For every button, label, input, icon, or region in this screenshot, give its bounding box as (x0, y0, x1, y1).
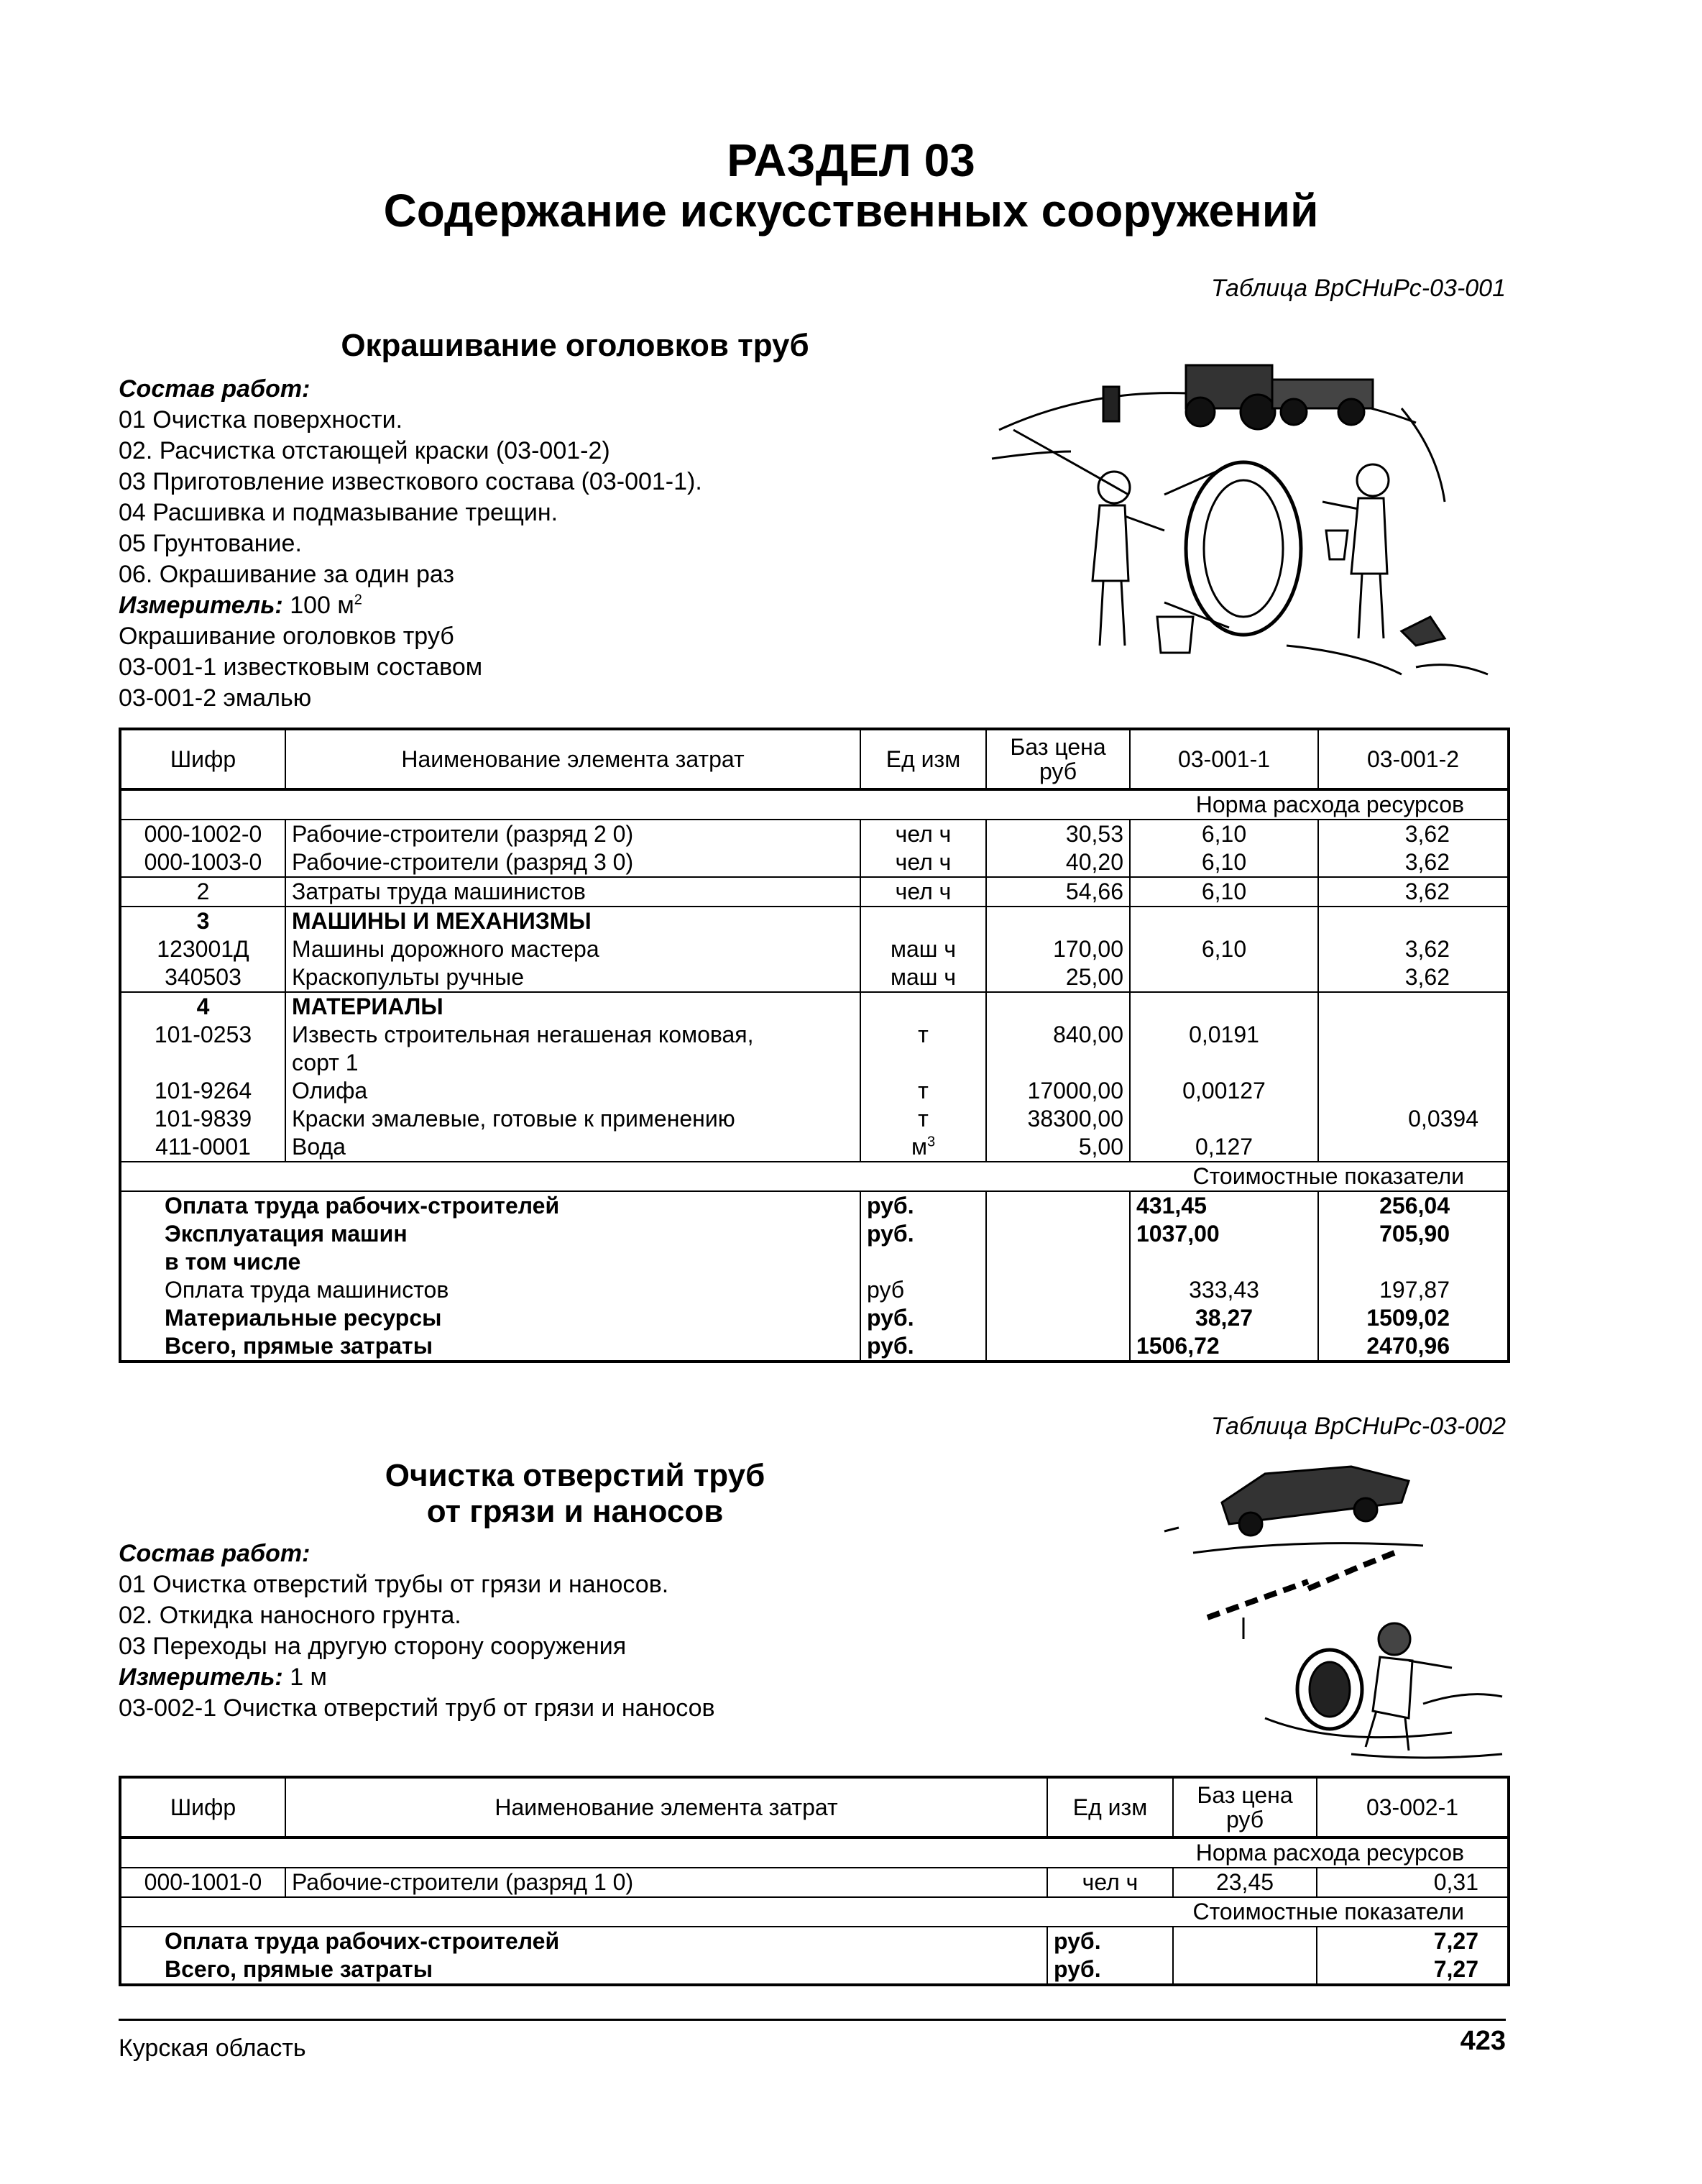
cost-label: Стоимостные показатели (120, 1162, 1509, 1191)
work-item: 03 Приготовление известкового состава (03-001-1). (119, 468, 702, 495)
col-header: 03-001-2 (1318, 729, 1509, 789)
cell-code: 340503 (120, 963, 285, 992)
cost-name: в том числе (120, 1248, 860, 1276)
cost-v2 (1318, 1248, 1509, 1276)
table-row (120, 1868, 1509, 1897)
cell-v2: 3,62 (1318, 848, 1509, 877)
meter-sup: 2 (354, 592, 362, 608)
works-label: Состав работ: (119, 1540, 310, 1567)
variant-item: 03-002-1 Очистка отверстий труб от грязи и наносов (119, 1694, 715, 1722)
table-caption: Таблица ВрСНиРс-03-002 (1210, 1413, 1506, 1440)
table-row (120, 1077, 1509, 1105)
cell-code: 101-0253 (120, 1021, 285, 1077)
cell-name: Краскопульты ручные (285, 963, 860, 992)
cell-name: Рабочие-строители (разряд 2 0) (285, 820, 860, 848)
cell-price: 17000,00 (986, 1077, 1130, 1105)
cost-name: Материальные ресурсы (120, 1304, 860, 1332)
car-icon (1222, 1467, 1409, 1536)
cost-unit: руб (860, 1276, 986, 1304)
table-row (120, 963, 1509, 992)
table-row (120, 1105, 1509, 1133)
cell-price: 54,66 (986, 877, 1130, 907)
cost-name: Оплата труда рабочих-строителей (120, 1191, 860, 1220)
cost-v1: 38,27 (1130, 1304, 1318, 1332)
culvert-painting-illustration (985, 344, 1509, 689)
meter-label: Измеритель: (119, 592, 283, 619)
cell-unit: маш ч (860, 963, 986, 992)
cost-name: Всего, прямые затраты (120, 1955, 1047, 1985)
cell-v2: 3,62 (1318, 877, 1509, 907)
cell-price: 5,00 (986, 1133, 1130, 1162)
cell-v2 (1318, 1021, 1509, 1077)
cost-unit: руб. (860, 1304, 986, 1332)
table-heading-line: Очистка отверстий труб (385, 1458, 765, 1493)
cell-v1: 6,10 (1130, 848, 1318, 877)
cell-code: 4 (120, 992, 285, 1021)
table-heading-line: от грязи и наносов (426, 1494, 724, 1529)
worker-icon (1366, 1623, 1452, 1751)
cost-v1 (1130, 1248, 1318, 1276)
cost-v1: 1037,00 (1130, 1220, 1318, 1248)
cost-row (120, 1927, 1509, 1955)
cell-unit (860, 1133, 986, 1162)
col-header: Баз цена руб (1173, 1777, 1317, 1837)
cost-row (120, 1304, 1509, 1332)
resource-table (119, 728, 1510, 1363)
cost-v1: 1506,72 (1130, 1332, 1318, 1362)
cost-unit: руб. (860, 1332, 986, 1362)
footer-region: Курская область (119, 2034, 306, 2062)
cell-unit: т (860, 1077, 986, 1105)
meter (119, 1662, 715, 1693)
cell-v1: 6,10 (1130, 935, 1318, 963)
cell-code: 3 (120, 907, 285, 935)
cost-row (120, 1955, 1509, 1985)
page-number: 423 (1460, 2026, 1506, 2056)
section-number: РАЗДЕЛ 03 (727, 134, 975, 186)
work-item: 05 Грунтование. (119, 530, 302, 557)
cell-code: 101-9264 (120, 1077, 285, 1105)
cell-v1: 6,10 (1130, 820, 1318, 848)
cell-name: Рабочие-строители (разряд 1 0) (285, 1868, 1047, 1897)
table-header-row (120, 729, 1509, 789)
col-header: Наименование элемента затрат (285, 1777, 1047, 1837)
cell-v1 (1130, 1105, 1318, 1133)
cell-v1 (1130, 963, 1318, 992)
group-title: МАШИНЫ И МЕХАНИЗМЫ (285, 907, 860, 935)
cell-price: 40,20 (986, 848, 1130, 877)
cost-unit (860, 1248, 986, 1276)
cell-price: 25,00 (986, 963, 1130, 992)
cell-name: Машины дорожного мастера (285, 935, 860, 963)
norm-subheader (120, 1837, 1509, 1868)
cost-row (120, 1248, 1509, 1276)
tractor-icon (1186, 365, 1373, 429)
cost-row (120, 1191, 1509, 1220)
cell-unit: чел ч (1047, 1868, 1173, 1897)
cell-code: 000-1003-0 (120, 848, 285, 877)
table-row (120, 848, 1509, 877)
meter-value: 1 м (290, 1664, 327, 1691)
table-row (120, 820, 1509, 848)
cell-v2: 3,62 (1318, 820, 1509, 848)
cell-name: Краски эмалевые, готовые к применению (285, 1105, 860, 1133)
cell-v2 (1318, 1133, 1509, 1162)
cell-price: 840,00 (986, 1021, 1130, 1077)
work-item: 02. Откидка наносного грунта. (119, 1602, 461, 1629)
cell-price: 30,53 (986, 820, 1130, 848)
cell-v1: 0,00127 (1130, 1077, 1318, 1105)
norm-label: Норма расхода ресурсов (120, 1837, 1509, 1868)
cell-code: 000-1001-0 (120, 1868, 285, 1897)
work-composition (119, 1538, 715, 1724)
cost-name: Оплата труда рабочих-строителей (120, 1927, 1047, 1955)
cell-name: Рабочие-строители (разряд 3 0) (285, 848, 860, 877)
cost-v2: 197,87 (1318, 1276, 1509, 1304)
cell-unit: т (860, 1021, 986, 1077)
cost-v2: 256,04 (1318, 1191, 1509, 1220)
cost-v2: 2470,96 (1318, 1332, 1509, 1362)
worker-left-icon (1092, 472, 1164, 646)
cost-v2: 1509,02 (1318, 1304, 1509, 1332)
col-header: Ед изм (860, 729, 986, 789)
cell-v2 (1318, 1077, 1509, 1105)
worker-right-icon (1322, 464, 1389, 638)
footer-rule (119, 2019, 1506, 2021)
cell-v1: 0,31 (1317, 1868, 1509, 1897)
cell-v1: 0,0191 (1130, 1021, 1318, 1077)
cell-name: Вода (285, 1133, 860, 1162)
cell-code: 000-1002-0 (120, 820, 285, 848)
col-header: 03-002-1 (1317, 1777, 1509, 1837)
work-item: 06. Окрашивание за один раз (119, 561, 455, 588)
variant-item: 03-001-2 эмалью (119, 684, 312, 712)
table-row (120, 1021, 1509, 1077)
cell-price: 38300,00 (986, 1105, 1130, 1133)
cost-unit: руб. (860, 1220, 986, 1248)
cell-v1: 0,127 (1130, 1133, 1318, 1162)
table-description: Окрашивание оголовков труб (119, 623, 454, 650)
cost-unit: руб. (860, 1191, 986, 1220)
cost-unit: руб. (1047, 1955, 1173, 1985)
col-header: Наименование элемента затрат (285, 729, 860, 789)
group-row (120, 992, 1509, 1021)
col-header: Ед изм (1047, 1777, 1173, 1837)
works-label: Состав работ: (119, 375, 310, 403)
cost-v2: 705,90 (1318, 1220, 1509, 1248)
cost-subheader (120, 1897, 1509, 1927)
cell-v1: 6,10 (1130, 877, 1318, 907)
cell-price: 170,00 (986, 935, 1130, 963)
cell-code: 101-9839 (120, 1105, 285, 1133)
cell-unit: маш ч (860, 935, 986, 963)
meter-label: Измеритель: (119, 1664, 283, 1691)
work-item: 01 Очистка поверхности. (119, 406, 403, 433)
work-item: 02. Расчистка отстающей краски (03-001-2) (119, 437, 610, 464)
cost-v1: 7,27 (1317, 1927, 1509, 1955)
cell-name (285, 1021, 860, 1077)
variant-item: 03-001-1 известковым составом (119, 653, 483, 681)
meter-value: 100 м (290, 592, 354, 619)
work-item: 03 Переходы на другую сторону сооружения (119, 1633, 627, 1660)
col-header: Шифр (120, 729, 285, 789)
group-title: МАТЕРИАЛЫ (285, 992, 860, 1021)
cell-code: 411-0001 (120, 1133, 285, 1162)
culvert-cleaning-illustration (1121, 1445, 1509, 1761)
norm-subheader (120, 789, 1509, 820)
cost-name: Всего, прямые затраты (120, 1332, 860, 1362)
cell-v2: 0,0394 (1318, 1105, 1509, 1133)
cost-row (120, 1332, 1509, 1362)
cost-v1: 431,45 (1130, 1191, 1318, 1220)
cost-unit: руб. (1047, 1927, 1173, 1955)
cell-unit: чел ч (860, 820, 986, 848)
cell-v2: 3,62 (1318, 963, 1509, 992)
unit-text: м (911, 1134, 927, 1160)
work-item: 04 Расшивка и подмазывание трещин. (119, 499, 558, 526)
cell-unit: чел ч (860, 877, 986, 907)
table-row (120, 935, 1509, 963)
cell-name-line: Известь строительная негашеная комовая, (292, 1022, 754, 1047)
unit-sup: 3 (926, 1134, 936, 1150)
cost-row (120, 1220, 1509, 1248)
resource-table-2 (119, 1776, 1510, 1986)
cost-v1: 333,43 (1130, 1276, 1318, 1304)
cell-price: 23,45 (1173, 1868, 1317, 1897)
cell-unit: т (860, 1105, 986, 1133)
cost-name: Эксплуатация машин (120, 1220, 860, 1248)
group-row (120, 907, 1509, 935)
norm-label: Норма расхода ресурсов (120, 789, 1509, 820)
cell-code: 2 (120, 877, 285, 907)
cell-name-line: сорт 1 (292, 1050, 359, 1075)
cost-row (120, 1276, 1509, 1304)
cell-name: Затраты труда машинистов (285, 877, 860, 907)
col-header: Баз цена руб (986, 729, 1130, 789)
section-title: Содержание искусственных сооружений (383, 185, 1319, 237)
meter (119, 590, 702, 621)
cost-label: Стоимостные показатели (120, 1897, 1509, 1927)
table-row (120, 877, 1509, 907)
col-header: Шифр (120, 1777, 285, 1837)
cost-subheader (120, 1162, 1509, 1191)
work-item: 01 Очистка отверстий трубы от грязи и наносов. (119, 1571, 669, 1598)
cell-code: 123001Д (120, 935, 285, 963)
work-composition (119, 374, 702, 714)
cost-name: Оплата труда машинистов (120, 1276, 860, 1304)
col-header: 03-001-1 (1130, 729, 1318, 789)
cell-v2: 3,62 (1318, 935, 1509, 963)
table-row (120, 1133, 1509, 1162)
cell-unit: чел ч (860, 848, 986, 877)
cell-name: Олифа (285, 1077, 860, 1105)
table-caption: Таблица ВрСНиРс-03-001 (1210, 275, 1506, 302)
table-heading: Окрашивание оголовков труб (341, 328, 809, 363)
table-header-row (120, 1777, 1509, 1837)
cost-v1: 7,27 (1317, 1955, 1509, 1985)
